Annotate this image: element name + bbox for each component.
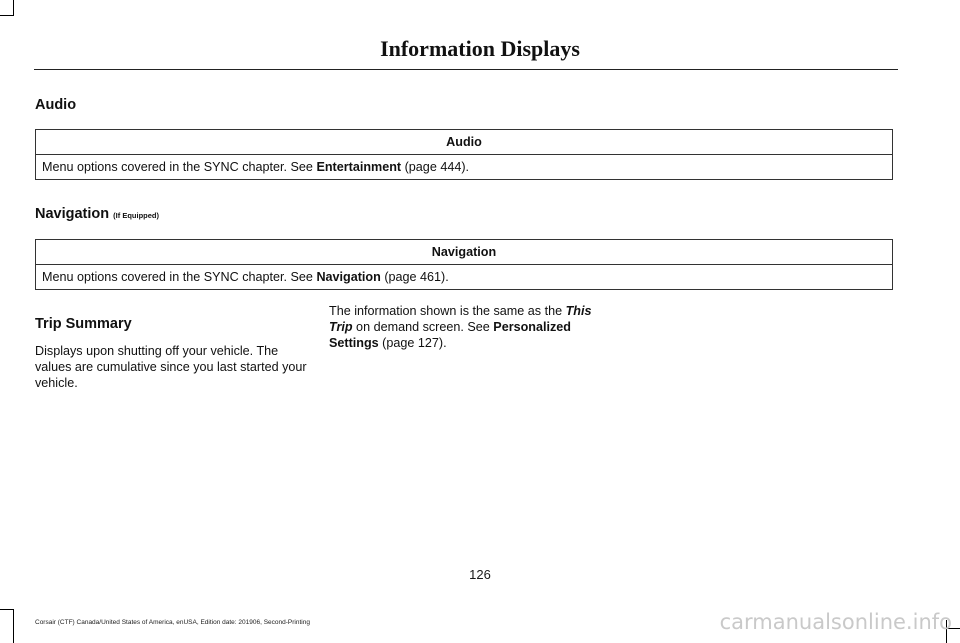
navigation-link[interactable]: Navigation bbox=[316, 270, 381, 284]
if-equipped-qualifier: (If Equipped) bbox=[113, 211, 159, 220]
trip-summary-heading: Trip Summary bbox=[35, 316, 132, 332]
reference-intro: The information shown is the same as the bbox=[329, 304, 566, 318]
edition-footer: Corsair (CTF) Canada/United States of America, enUSA, Edition date: 201906, Second-Printing bbox=[35, 619, 310, 626]
audio-heading: Audio bbox=[35, 97, 77, 113]
trip-summary-body: Displays upon shutting off your vehicle. The values are cumulative since you last started your vehicle. bbox=[35, 344, 307, 390]
this-trip-screen-name: This Trip bbox=[329, 304, 592, 334]
navigation-row-page: (page 461). bbox=[380, 270, 449, 284]
header-divider bbox=[34, 69, 898, 70]
navigation-heading bbox=[35, 206, 159, 222]
watermark: carmanualsonline.info bbox=[719, 610, 952, 634]
reference-mid: on demand screen. See bbox=[352, 320, 494, 334]
personalized-settings-link[interactable]: Personalized Settings bbox=[329, 320, 571, 350]
navigation-table bbox=[35, 239, 893, 290]
audio-row-text: Menu options covered in the SYNC chapter. See bbox=[42, 160, 317, 174]
page-title: Information Displays bbox=[380, 36, 580, 61]
reference-page: (page 127). bbox=[378, 336, 447, 350]
audio-row-page: (page 444). bbox=[401, 160, 470, 174]
navigation-heading-text: Navigation bbox=[35, 206, 110, 222]
navigation-table-header: Navigation bbox=[36, 240, 893, 265]
entertainment-link[interactable]: Entertainment bbox=[316, 160, 402, 174]
crop-mark bbox=[0, 15, 14, 16]
navigation-table-row bbox=[36, 265, 893, 290]
crop-mark bbox=[13, 0, 14, 16]
navigation-row-text: Menu options covered in the SYNC chapter. See bbox=[42, 270, 317, 284]
trip-summary-reference bbox=[329, 303, 604, 351]
audio-table-header: Audio bbox=[36, 130, 893, 155]
crop-mark bbox=[13, 609, 14, 643]
crop-mark bbox=[0, 609, 14, 610]
audio-table-row bbox=[36, 155, 893, 180]
page-number: 126 bbox=[469, 567, 491, 582]
audio-table bbox=[35, 129, 893, 180]
